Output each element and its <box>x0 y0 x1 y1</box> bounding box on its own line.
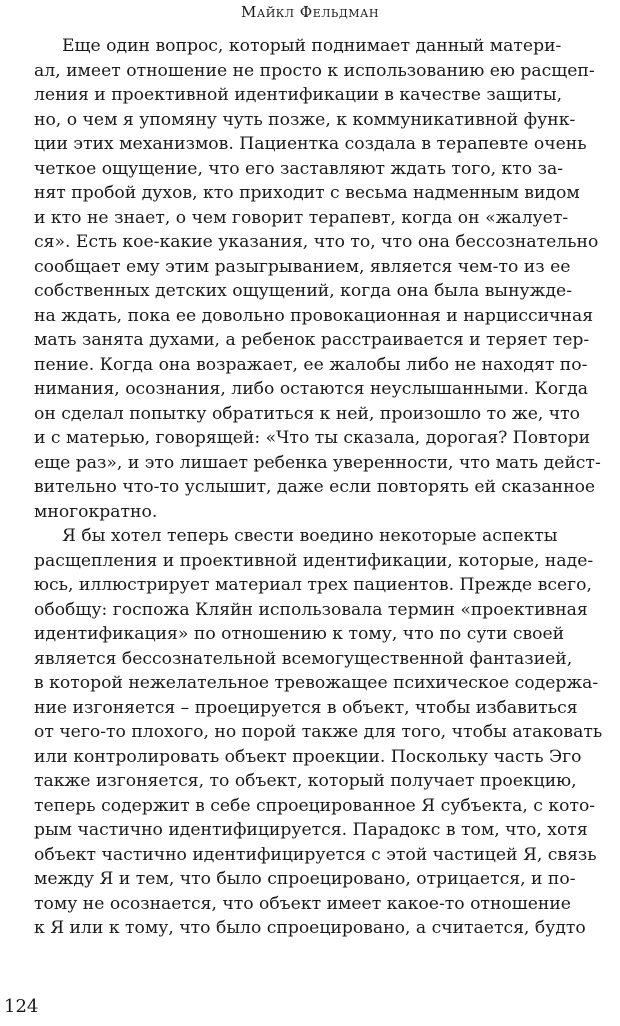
text-line: Еще один вопрос, который поднимает данный матери- <box>62 36 562 56</box>
text-line: на ждать, пока ее довольно провокационная и нарциссичная <box>34 305 594 326</box>
text-line: многократно. <box>34 501 158 522</box>
running-header: Майкл Фельдман <box>241 3 379 21</box>
text-line: сообщает ему этим разыгрыванием, является чем-то из ее <box>34 256 571 277</box>
text-line: между Я и тем, что было спроецировано, отрицается, и по- <box>34 869 576 889</box>
text-line: ние изгоняется – проецируется в объект, чтобы избавиться <box>34 697 578 718</box>
text-line: в которой нежелательное тревожащее психическое содержа- <box>34 673 599 693</box>
text-line: Я бы хотел теперь свести воедино некоторые аспекты <box>62 526 558 546</box>
text-line: от чего-то плохого, но порой также для того, чтобы атаковать <box>34 722 603 742</box>
text-line: ся». Есть кое-какие указания, что то, что она бессознательно <box>34 232 599 252</box>
page-number: 124 <box>4 996 39 1017</box>
text-line: расщепления и проективной идентификации, которые, наде- <box>34 550 594 571</box>
text-line: объект частично идентифицируется с этой частицей Я, связь <box>34 844 597 865</box>
text-line: юсь, иллюстрирует материал трех пациентов. Прежде всего, <box>34 575 592 595</box>
text-line: собственных детских ощущений, когда она была вынужде- <box>34 281 573 301</box>
text-line: четкое ощущение, что его заставляют ждать того, кто за- <box>34 158 564 179</box>
text-line: ал, имеет отношение не просто к использованию ею расщеп- <box>34 60 595 81</box>
text-line: или контролировать объект проекции. Поскольку часть Эго <box>34 746 582 767</box>
text-line: он сделал попытку обратиться к ней, произошло то же, что <box>34 403 581 424</box>
text-line: тому не осознается, что объект имеет какое-то отношение <box>34 893 571 914</box>
text-line: также изгоняется, то объект, который получает проекцию, <box>34 771 577 791</box>
text-line: и кто не знает, о чем говорит терапевт, когда он «жалует- <box>34 207 569 228</box>
text-line: обобщу: госпожа Кляйн использовала термин «проективная <box>34 599 588 620</box>
text-line: еще раз», и это лишает ребенка уверенности, что мать дейст- <box>34 452 601 473</box>
text-line: мать занята духами, а ребенок расстраивается и теряет тер- <box>34 330 590 350</box>
text-line: является бессознательной всемогущественной фантазией, <box>34 648 573 669</box>
text-line: вительно что-то услышит, даже если повторять ей сказанное <box>34 477 596 497</box>
text-line: к Я или к тому, что было спроецировано, а считается, будто <box>34 918 586 938</box>
text-line: нят пробой духов, кто приходит с весьма надменным видом <box>34 183 580 203</box>
text-line: но, о чем я упомяну чуть позже, к коммуникативной функ- <box>34 109 576 130</box>
text-line: идентификация» по отношению к тому, что по сути своей <box>34 624 565 644</box>
text-line: рым частично идентифицируется. Парадокс в том, что, хотя <box>34 820 588 840</box>
body-text <box>34 34 614 941</box>
text-line: ции этих механизмов. Пациентка создала в терапевте очень <box>34 134 587 154</box>
text-line: ления и проективной идентификации в качестве защиты, <box>34 85 563 105</box>
text-line: теперь содержит в себе спроецированное Я субъекта, с кото- <box>34 795 596 816</box>
text-line: пение. Когда она возражает, ее жалобы либо не находят по- <box>34 354 588 375</box>
text-line: и с матерью, говорящей: «Что ты сказала, дорогая? Повтори <box>34 428 591 448</box>
text-line: нимания, осознания, либо остаются неуслышанными. Когда <box>34 379 588 399</box>
